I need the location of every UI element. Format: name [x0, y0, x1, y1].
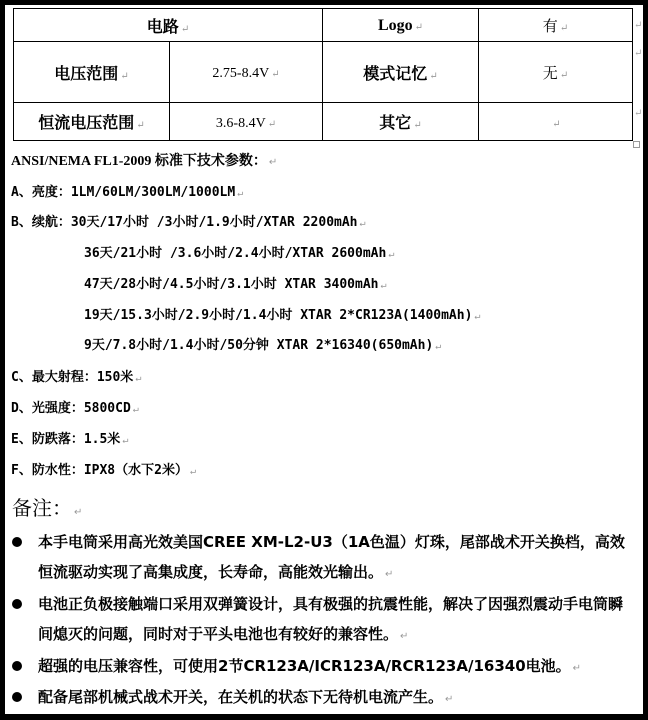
paragraph-mark-icon: ↵: [120, 70, 129, 82]
paragraph-mark-icon: ↵: [271, 69, 280, 80]
table-cell-circuit-label: 电路 ↵: [14, 9, 323, 42]
spec-brightness: A、亮度：1LM/60LM/300LM/1000LM ↵: [11, 185, 244, 200]
specs-title: ANSI/NEMA FL1-2009 标准下技术参数： ↵: [11, 154, 278, 169]
paragraph-mark-icon: ↵: [380, 280, 387, 291]
paragraph-mark-icon: ↵: [385, 569, 394, 580]
paragraph-mark-icon: ↵: [135, 373, 142, 384]
bullet-icon: [12, 537, 22, 547]
paragraph-mark-icon: ↵: [74, 507, 83, 518]
bullet-icon: [12, 599, 22, 609]
table-cell-memory-label: 模式记忆 ↵: [323, 42, 479, 103]
paragraph-mark-icon: ↵: [400, 631, 409, 642]
spec-runtime-line: 19天/15.3小时/2.9小时/1.4小时 XTAR 2*CR123A(1400mAh) ↵: [84, 308, 481, 323]
paragraph-mark-icon: ↵: [634, 20, 643, 31]
paragraph-mark-icon: ↵: [388, 249, 395, 260]
paragraph-mark-icon: ↵: [474, 311, 481, 322]
paragraph-mark-icon: ↵: [634, 108, 643, 119]
table-cell-memory-value: 无 ↵: [479, 42, 633, 103]
spec-runtime-line: 47天/28小时/4.5小时/3.1小时 XTAR 3400mAh ↵: [84, 277, 387, 292]
paragraph-mark-icon: ↵: [268, 157, 278, 168]
paragraph-mark-icon: ↵: [559, 69, 569, 81]
paragraph-mark-icon: ↵: [572, 663, 582, 674]
paragraph-mark-icon: ↵: [552, 119, 561, 130]
spec-runtime-line: 9天/7.8小时/1.4小时/50分钟 XTAR 2*16340(650mAh) ↵: [84, 338, 442, 353]
paragraph-mark-icon: ↵: [414, 22, 424, 33]
paragraph-mark-icon: ↵: [445, 694, 454, 705]
paragraph-mark-icon: ↵: [132, 404, 139, 415]
spec-range: C、最大射程：150米 ↵: [11, 370, 142, 385]
paragraph-mark-icon: ↵: [435, 341, 442, 352]
spec-intensity: D、光强度：5800CD ↵: [11, 401, 139, 416]
table-cell-voltage-value: 2.75-8.4V ↵: [170, 42, 323, 103]
bullet-icon: [12, 661, 22, 671]
table-cell-cc-voltage-label: 恒流电压范围 ↵: [14, 103, 170, 141]
paragraph-mark-icon: ↵: [634, 48, 643, 59]
note-item: 配备尾部机械式战术开关，在关机的状态下无待机电流产生。 ↵: [38, 688, 454, 706]
spec-runtime: B、续航：30天/17小时 /3小时/1.9小时/XTAR 2200mAh ↵: [11, 215, 366, 230]
table-row: [14, 9, 633, 42]
note-item: 本手电筒采用高光效美国CREE XM-L2-U3（1A色温）灯珠，尾部战术开关换档，高效恒流驱动实现了高集成度，长寿命，高能效光输出。 ↵: [38, 533, 625, 581]
paragraph-mark-icon: ↵: [136, 120, 145, 131]
table-cell-voltage-label: 电压范围 ↵: [14, 42, 170, 103]
paragraph-mark-icon: ↵: [122, 435, 129, 446]
table-end-marker: [633, 141, 640, 148]
spec-runtime-line: 36天/21小时 /3.6小时/2.4小时/XTAR 2600mAh ↵: [84, 246, 395, 261]
table-cell-other-label: 其它 ↵: [323, 103, 479, 141]
spec-impact: E、防跌落：1.5米 ↵: [11, 432, 129, 447]
paragraph-mark-icon: ↵: [267, 118, 277, 130]
table-cell-other-value: [479, 103, 633, 141]
paragraph-mark-icon: ↵: [559, 22, 569, 34]
table-cell-logo-value: 有 ↵: [479, 9, 633, 42]
bullet-icon: [12, 692, 22, 702]
table-cell-logo-label: Logo ↵: [323, 9, 479, 42]
paragraph-mark-icon: ↵: [429, 70, 438, 82]
spec-table: [13, 8, 633, 141]
notes-title: 备注： ↵: [12, 496, 83, 520]
table-row: [14, 103, 633, 141]
paragraph-mark-icon: ↵: [413, 120, 422, 131]
table-row: [14, 42, 633, 103]
paragraph-mark-icon: ↵: [189, 466, 196, 477]
note-item: 电池正负极接触端口采用双弹簧设计，具有极强的抗震性能，解决了因强烈震动手电筒瞬间熄灭的问题，同时对于平头电池也有较好的兼容性。 ↵: [38, 595, 624, 643]
paragraph-mark-icon: ↵: [237, 188, 244, 199]
note-item: 超强的电压兼容性，可使用2节CR123A/ICR123A/RCR123A/16340电池。 ↵: [38, 657, 582, 675]
table-cell-cc-voltage-value: 3.6-8.4V ↵: [170, 103, 323, 141]
paragraph-mark-icon: ↵: [359, 218, 366, 229]
spec-waterproof: F、防水性：IPX8（水下2米） ↵: [11, 463, 196, 478]
paragraph-mark-icon: ↵: [180, 23, 190, 35]
